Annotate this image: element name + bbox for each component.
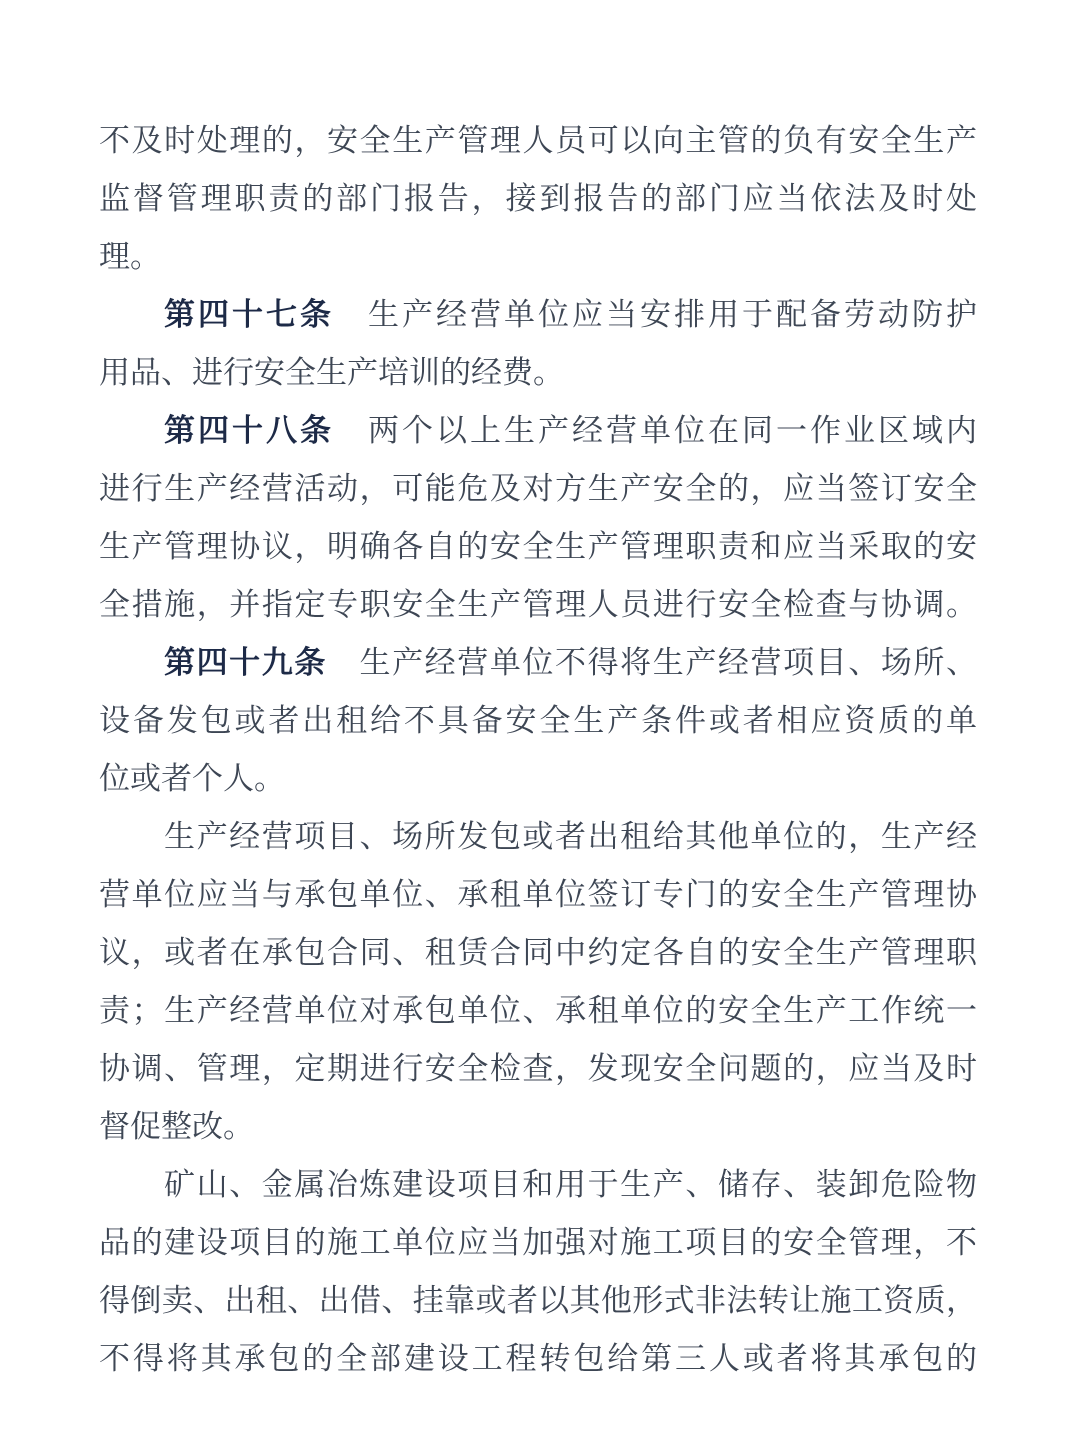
text-line bbox=[99, 518, 977, 576]
line-text: 设备发包或者出租给不具备安全生产条件或者相应资质的单 bbox=[99, 703, 977, 738]
text-line bbox=[99, 112, 977, 170]
text-line bbox=[99, 692, 977, 750]
text-line bbox=[99, 1272, 977, 1330]
text-line bbox=[99, 982, 977, 1040]
line-text: 生产经营项目、场所发包或者出租给其他单位的，生产经 bbox=[164, 819, 977, 854]
line-text: 不得将其承包的全部建设工程转包给第三人或者将其承包的 bbox=[99, 1341, 977, 1376]
line-text: 责；生产经营单位对承包单位、承租单位的安全生产工作统一 bbox=[99, 993, 977, 1028]
text-line bbox=[99, 1098, 977, 1156]
text-line bbox=[99, 344, 977, 402]
text-line bbox=[99, 402, 977, 460]
line-text: 议，或者在承包合同、租赁合同中约定各自的安全生产管理职 bbox=[99, 935, 977, 970]
text-line bbox=[99, 460, 977, 518]
line-text: 矿山、金属冶炼建设项目和用于生产、储存、装卸危险物 bbox=[164, 1167, 977, 1202]
line-text: 用品、进行安全生产培训的经费。 bbox=[99, 355, 564, 390]
line-text: 不及时处理的，安全生产管理人员可以向主管的负有安全生产 bbox=[99, 123, 977, 158]
line-text: 得倒卖、出租、出借、挂靠或者以其他形式非法转让施工资质， bbox=[99, 1283, 977, 1318]
text-line bbox=[99, 228, 977, 286]
text-line bbox=[99, 866, 977, 924]
line-text: 协调、管理，定期进行安全检查，发现安全问题的，应当及时 bbox=[99, 1051, 977, 1086]
line-text: 营单位应当与承包单位、承租单位签订专门的安全生产管理协 bbox=[99, 877, 977, 912]
text-line bbox=[99, 1330, 977, 1388]
text-line bbox=[99, 1214, 977, 1272]
article-number: 第四十八条 bbox=[164, 413, 368, 448]
line-text: 两个以上生产经营单位在同一作业区域内 bbox=[368, 413, 977, 448]
text-line bbox=[99, 1040, 977, 1098]
text-line bbox=[99, 750, 977, 808]
line-text: 监督管理职责的部门报告，接到报告的部门应当依法及时处 bbox=[99, 181, 977, 216]
line-text: 品的建设项目的施工单位应当加强对施工项目的安全管理，不 bbox=[99, 1225, 977, 1260]
line-text: 生产经营单位应当安排用于配备劳动防护 bbox=[368, 297, 977, 332]
line-text: 生产经营单位不得将生产经营项目、场所、 bbox=[359, 645, 977, 680]
text-line bbox=[99, 924, 977, 982]
line-text: 理。 bbox=[99, 239, 161, 274]
text-line bbox=[99, 634, 977, 692]
line-text: 进行生产经营活动，可能危及对方生产安全的，应当签订安全 bbox=[99, 471, 977, 506]
line-text: 位或者个人。 bbox=[99, 761, 285, 796]
article-number: 第四十九条 bbox=[164, 645, 360, 680]
article-number: 第四十七条 bbox=[164, 297, 368, 332]
text-line bbox=[99, 286, 977, 344]
line-text: 全措施，并指定专职安全生产管理人员进行安全检查与协调。 bbox=[99, 587, 977, 622]
text-line bbox=[99, 170, 977, 228]
text-line bbox=[99, 576, 977, 634]
line-text: 生产管理协议，明确各自的安全生产管理职责和应当采取的安 bbox=[99, 529, 977, 564]
text-line bbox=[99, 808, 977, 866]
text-line bbox=[99, 1156, 977, 1214]
line-text: 督促整改。 bbox=[99, 1109, 254, 1144]
